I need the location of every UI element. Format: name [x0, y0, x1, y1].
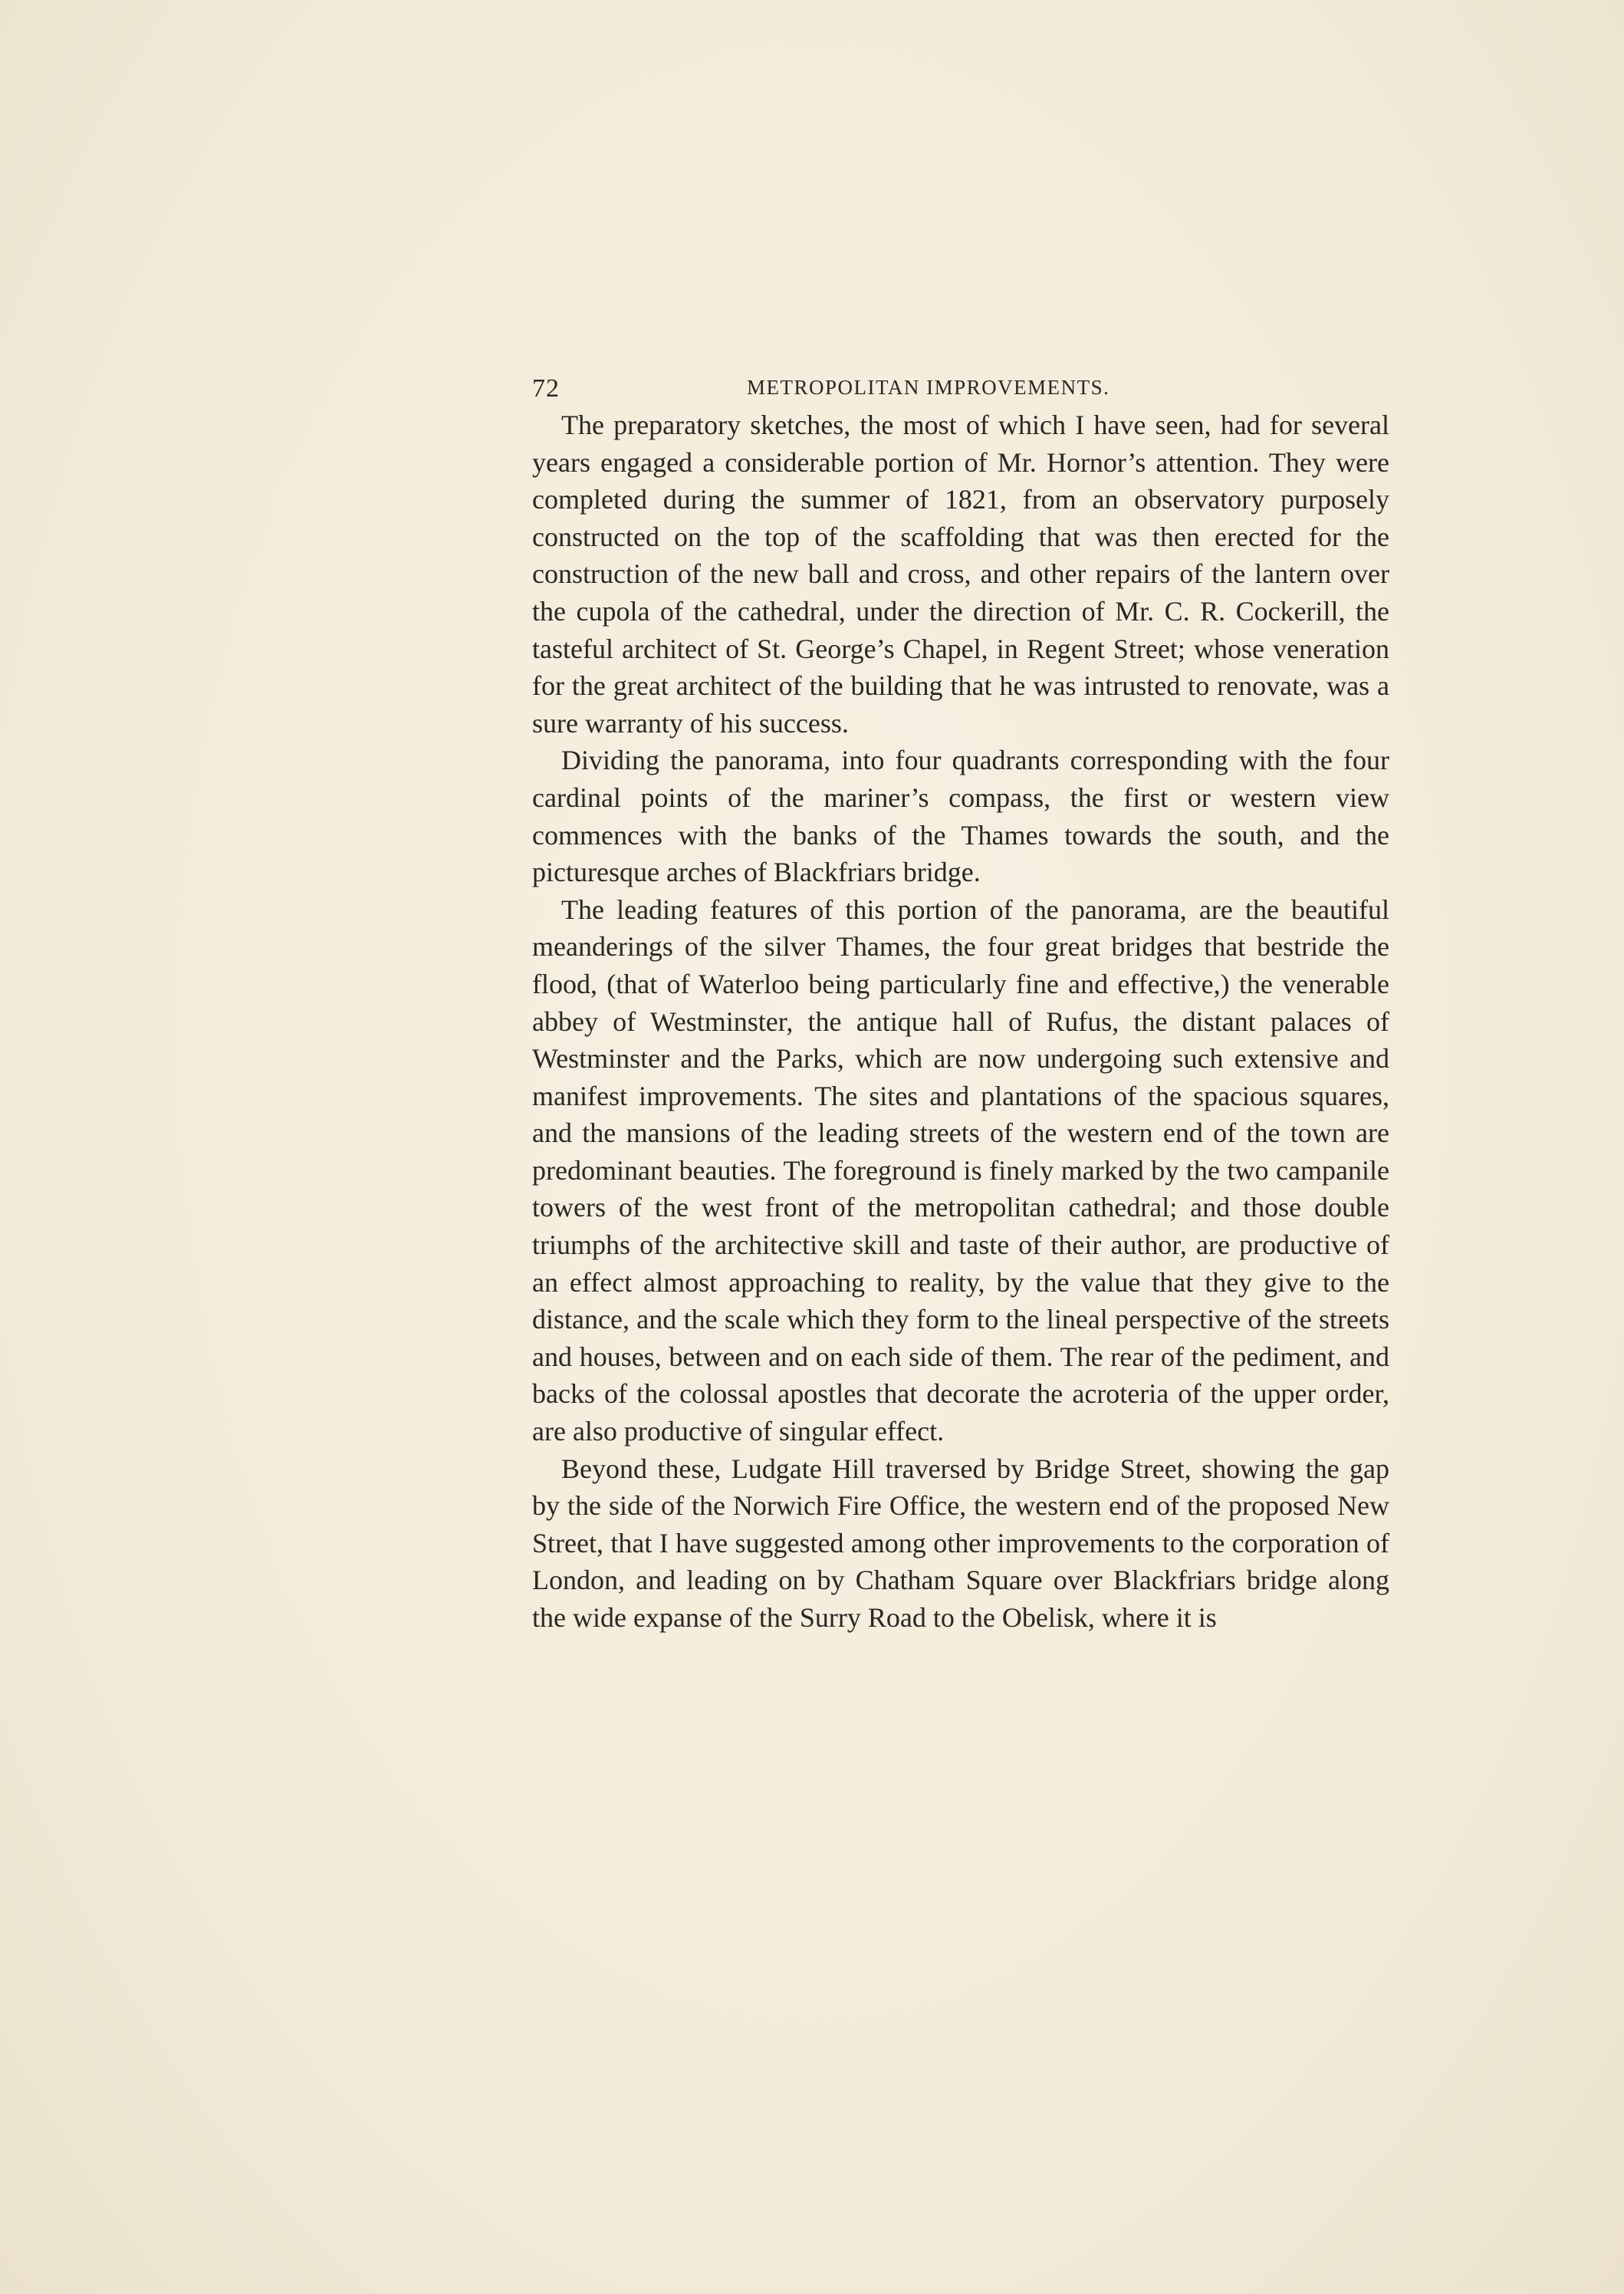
- paragraph-1: The preparatory sketches, the most of which I have seen, had for several years engaged a considerable portion of Mr. Hornor’s attention. They were completed during the summer of 1821, from an observatory purposely constructed on the top of the scaffolding that was then erected for the construction of the new ball and cross, and other repairs of the lantern over the cupola of the cathedral, under the direction of Mr. C. R. Cockerill, the tasteful architect of St. George’s Chapel, in Regent Street; whose veneration for the great architect of the building that he was intrusted to renovate, was a sure warranty of his success.: [532, 410, 1389, 739]
- page-number: 72: [532, 374, 560, 403]
- paragraph-4: Beyond these, Ludgate Hill traversed by Bridge Street, showing the gap by the side of the Norwich Fire Office, the western end of the proposed New Street, that I have suggested among other improvements to the corporation of London, and leading on by Chatham Square over Blackfriars bridge along the wide expanse of the Surry Road to the Obelisk, where it is: [532, 1453, 1389, 1633]
- paragraph-3: The leading features of this portion of the panorama, are the beautiful meanderings of the silver Thames, the four great bridges that bestride the flood, (that of Waterloo being particularly fine and effective,) the venerable abbey of Westminster, the antique hall of Rufus, the distant palaces of Westminster and the Parks, which are now undergoing such extensive and manifest improvements. The sites and plantations of the spacious squares, and the mansions of the leading streets of the western end of the town are predominant beauties. The foreground is finely marked by the two campanile towers of the west front of the metropolitan cathedral; and those double triumphs of the architective skill and taste of their author, are productive of an effect almost approaching to reality, by the value that they give to the distance, and the scale which they form to the lineal perspective of the streets and houses, between and on each side of them. The rear of the pediment, and backs of the colossal apostles that decorate the acroteria of the upper order, are also productive of singular effect.: [532, 894, 1389, 1447]
- paragraph-2: Dividing the panorama, into four quadrants corresponding with the four cardinal points of the mariner’s compass, the first or western view commences with the banks of the Thames towards the south, and the picturesque arches of Blackfriars bridge.: [532, 745, 1389, 888]
- running-title: METROPOLITAN IMPROVEMENTS.: [747, 376, 1110, 399]
- running-head: [532, 374, 1389, 405]
- text-block: [532, 374, 1389, 1637]
